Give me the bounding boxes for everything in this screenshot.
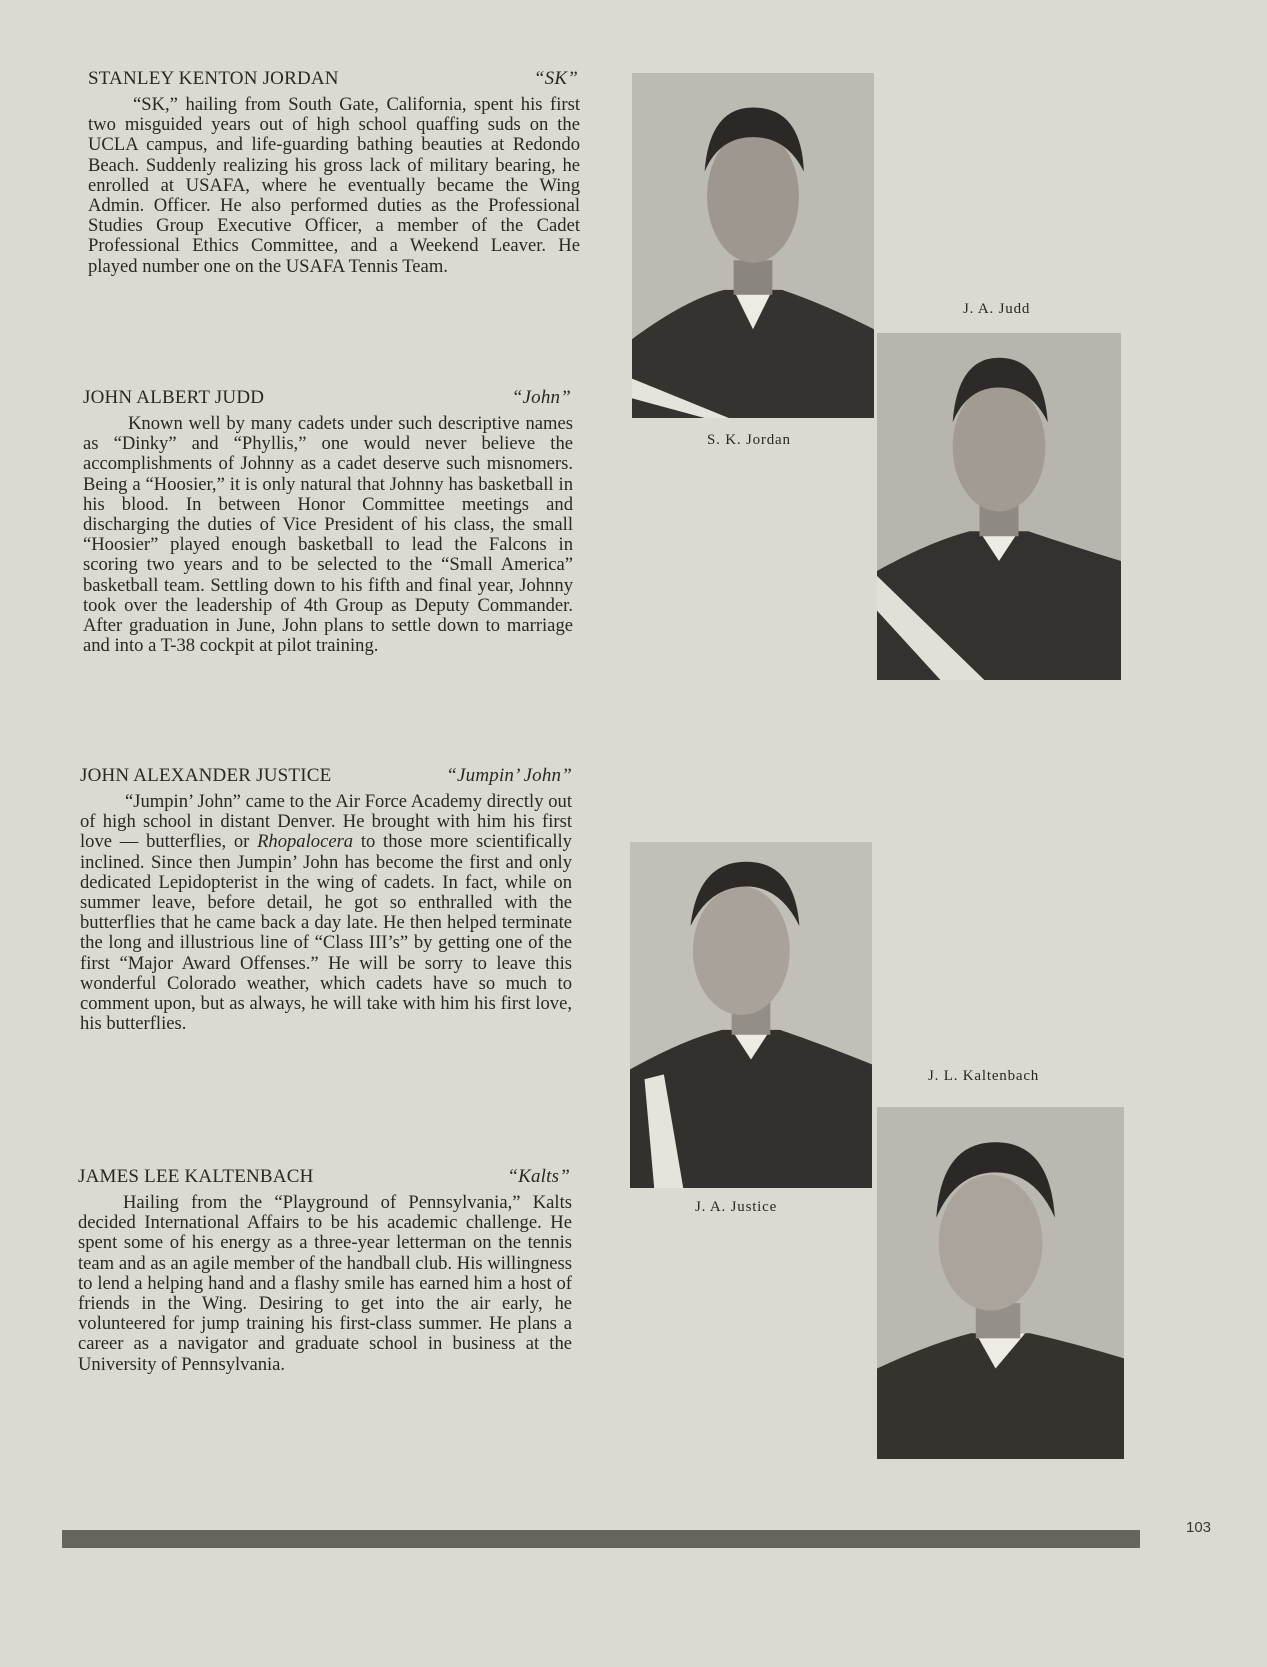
entry-kaltenbach <box>78 1166 572 1375</box>
entry-header <box>88 68 580 90</box>
photo-jordan <box>632 73 874 418</box>
bio-text-after: to those more scientifically inclined. Since then Jumpin’ John has become the first and only dedicated Lepidopterist in the wing of cadets. In fact, while on summer leave, before detail, he got so enthralled with the butterflies that he came back a day late. He then helped terminate the long and illustrious line of “Class III’s” by getting one of the first “Major Award Offenses.” He will be sorry to leave this wonderful Colorado weather, which cadets have so much to comment upon, but as always, he will take with him his first love, his butterflies. <box>80 831 572 1035</box>
entry-justice <box>80 765 572 1034</box>
caption-kaltenbach: J. L. Kaltenbach <box>928 1068 1040 1084</box>
entry-bio <box>80 792 572 1034</box>
entry-name: JAMES LEE KALTENBACH <box>78 1166 314 1187</box>
portrait-image <box>877 1107 1124 1459</box>
portrait-image <box>630 842 872 1188</box>
entry-nickname: “Kalts” <box>507 1166 570 1187</box>
entry-judd <box>83 387 573 656</box>
entry-header <box>78 1166 572 1188</box>
caption-jordan: S. K. Jordan <box>707 432 791 448</box>
caption-justice: J. A. Justice <box>695 1199 778 1215</box>
entry-header <box>80 765 572 787</box>
photo-kaltenbach <box>877 1107 1124 1459</box>
entry-name: JOHN ALEXANDER JUSTICE <box>80 765 332 786</box>
entry-nickname: “SK” <box>533 68 578 89</box>
entry-jordan <box>88 68 580 277</box>
caption-judd: J. A. Judd <box>963 301 1031 317</box>
entry-nickname: “John” <box>511 387 571 408</box>
entry-name: STANLEY KENTON JORDAN <box>88 68 339 89</box>
portrait-image <box>877 333 1121 680</box>
bottom-rule <box>62 1530 1140 1548</box>
entry-bio: Hailing from the “Playground of Pennsylvania,” Kalts decided International Affairs to be his academic challenge. He spent some of his energy as a three-year letterman on the tennis team and as an agile member of the handball club. His willingness to lend a helping hand and a flashy smile has earned him a host of friends in the Wing. Desiring to get into the air early, he volunteered for jump training his first-class summer. He plans a career as a navigator and graduate school in business at the University of Pennsylvania. <box>78 1192 572 1375</box>
entry-nickname: “Jumpin’ John” <box>446 765 572 786</box>
page-number: 103 <box>1186 1519 1212 1536</box>
bio-text-before: “Jumpin’ John” came to the Air Force Academy directly out of high school in distant Denver. He brought with him his first love — butterflies, or <box>80 791 572 853</box>
portrait-image <box>632 73 874 418</box>
bio-text-italic: Rhopalocera <box>257 831 354 853</box>
entry-header <box>83 387 573 409</box>
photo-judd <box>877 333 1121 680</box>
entry-bio: “SK,” hailing from South Gate, California, spent his first two misguided years out of high school quaffing suds on the UCLA campus, and life-guarding bathing beauties at Redondo Beach. Suddenly realizing his gross lack of military bearing, he enrolled at USAFA, where he eventually became the Wing Admin. Officer. He also performed duties as the Professional Studies Group Executive Officer, a member of the Cadet Professional Ethics Committee, and a Weekend Leaver. He played number one on the USAFA Tennis Team. <box>88 94 580 277</box>
entry-name: JOHN ALBERT JUDD <box>83 387 265 408</box>
entry-bio: Known well by many cadets under such descriptive names as “Dinky” and “Phyllis,” one would never believe the accomplishments of Johnny as a cadet deserve such misnomers. Being a “Hoosier,” it is only natural that Johnny has basketball in his blood. In between Honor Committee meetings and discharging the duties of Vice President of his class, the small “Hoosier” played enough basketball to lead the Falcons in scoring two years and to be selected to the “Small America” basketball team. Settling down to his fifth and final year, Johnny took over the leadership of 4th Group as Deputy Commander. After graduation in June, John plans to settle down to marriage and into a T-38 cockpit at pilot training. <box>83 413 573 657</box>
photo-justice <box>630 842 872 1188</box>
